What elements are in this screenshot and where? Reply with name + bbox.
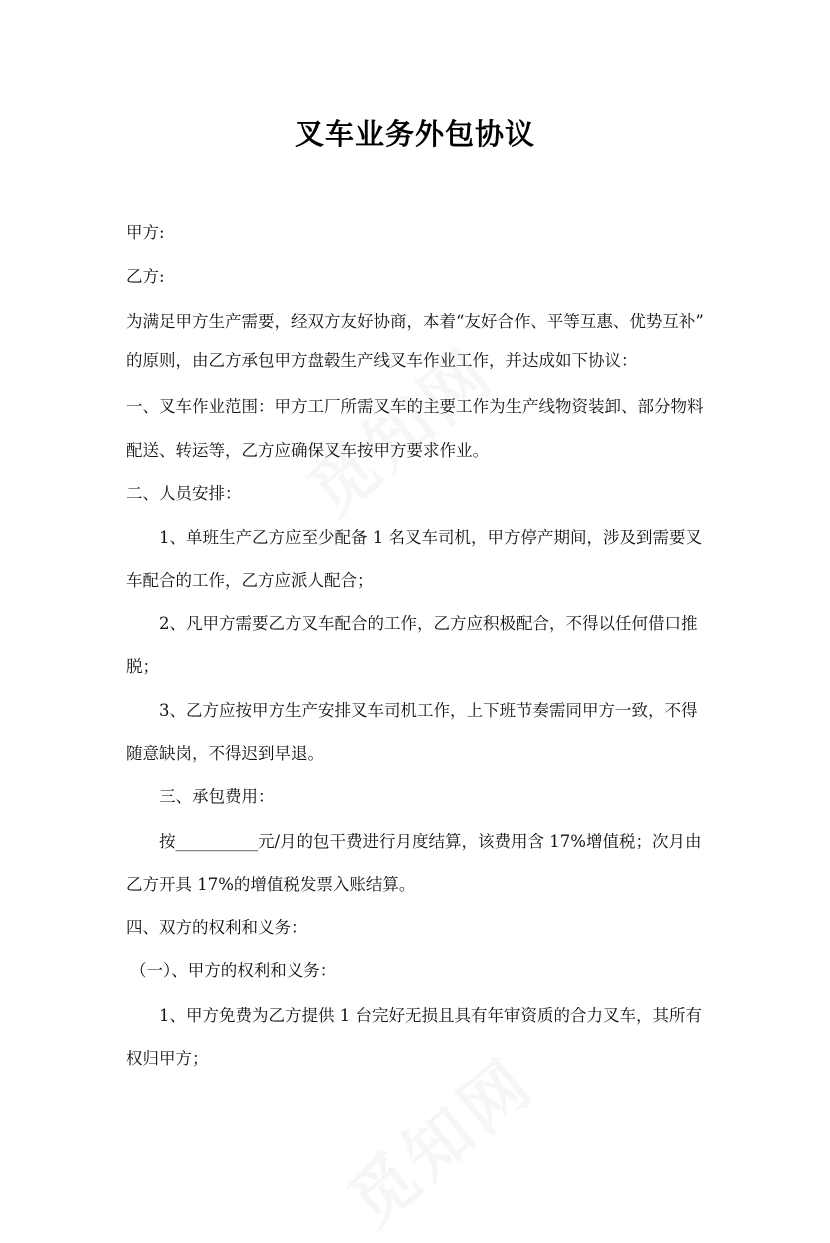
- clause-2-1-line-1: 1、单班生产乙方应至少配备 1 名叉车司机，甲方停产期间，涉及到需要叉: [159, 528, 702, 547]
- section-1-line-1: 一、叉车作业范围：甲方工厂所需叉车的主要工作为生产线物资装卸、部分物料: [126, 397, 704, 416]
- clause-4-1-1-line-2: 权归甲方；: [126, 1049, 209, 1068]
- clause-2-1-line-2: 车配合的工作，乙方应派人配合；: [126, 571, 374, 590]
- clause-4-1-1-line-1: 1、甲方免费为乙方提供 1 台完好无损且具有年审资质的合力叉车，其所有: [159, 1006, 702, 1025]
- section-2-heading: 二、人员安排：: [126, 484, 242, 503]
- section-1-line-2: 配送、转运等，乙方应确保叉车按甲方要求作业。: [126, 441, 489, 460]
- party-a-line: 甲方:: [126, 223, 165, 242]
- section-3-heading: 三、承包费用：: [159, 787, 275, 806]
- watermark-bottom: [325, 1032, 552, 1243]
- section-4-heading: 四、双方的权利和义务：: [126, 918, 308, 937]
- clause-2-3-line-2: 随意缺岗，不得迟到早退。: [126, 744, 324, 763]
- clause-2-2-line-1: 2、凡甲方需要乙方叉车配合的工作，乙方应积极配合，不得以任何借口推: [159, 614, 698, 633]
- party-b-line: 乙方:: [126, 267, 165, 286]
- subsection-4-1-heading: （一）、甲方的权利和义务：: [130, 961, 337, 980]
- clause-2-2-line-2: 脱；: [126, 657, 159, 676]
- document-title: 叉车业务外包协议: [294, 117, 535, 151]
- intro-line-2: 的原则，由乙方承包甲方盘毂生产线叉车作业工作，并达成如下协议：: [126, 351, 638, 370]
- section-3-line-1: 按__________元/月的包干费进行月度结算，该费用含 17%增值税；次月由: [159, 832, 702, 851]
- clause-2-3-line-1: 3、乙方应按甲方生产安排叉车司机工作，上下班节奏需同甲方一致，不得: [159, 701, 698, 720]
- section-3-line-2: 乙方开具 17%的增值税发票入账结算。: [126, 875, 416, 894]
- intro-line-1: 为满足甲方生产需要，经双方友好协商，本着“友好合作、平等互惠、优势互补”: [126, 312, 704, 331]
